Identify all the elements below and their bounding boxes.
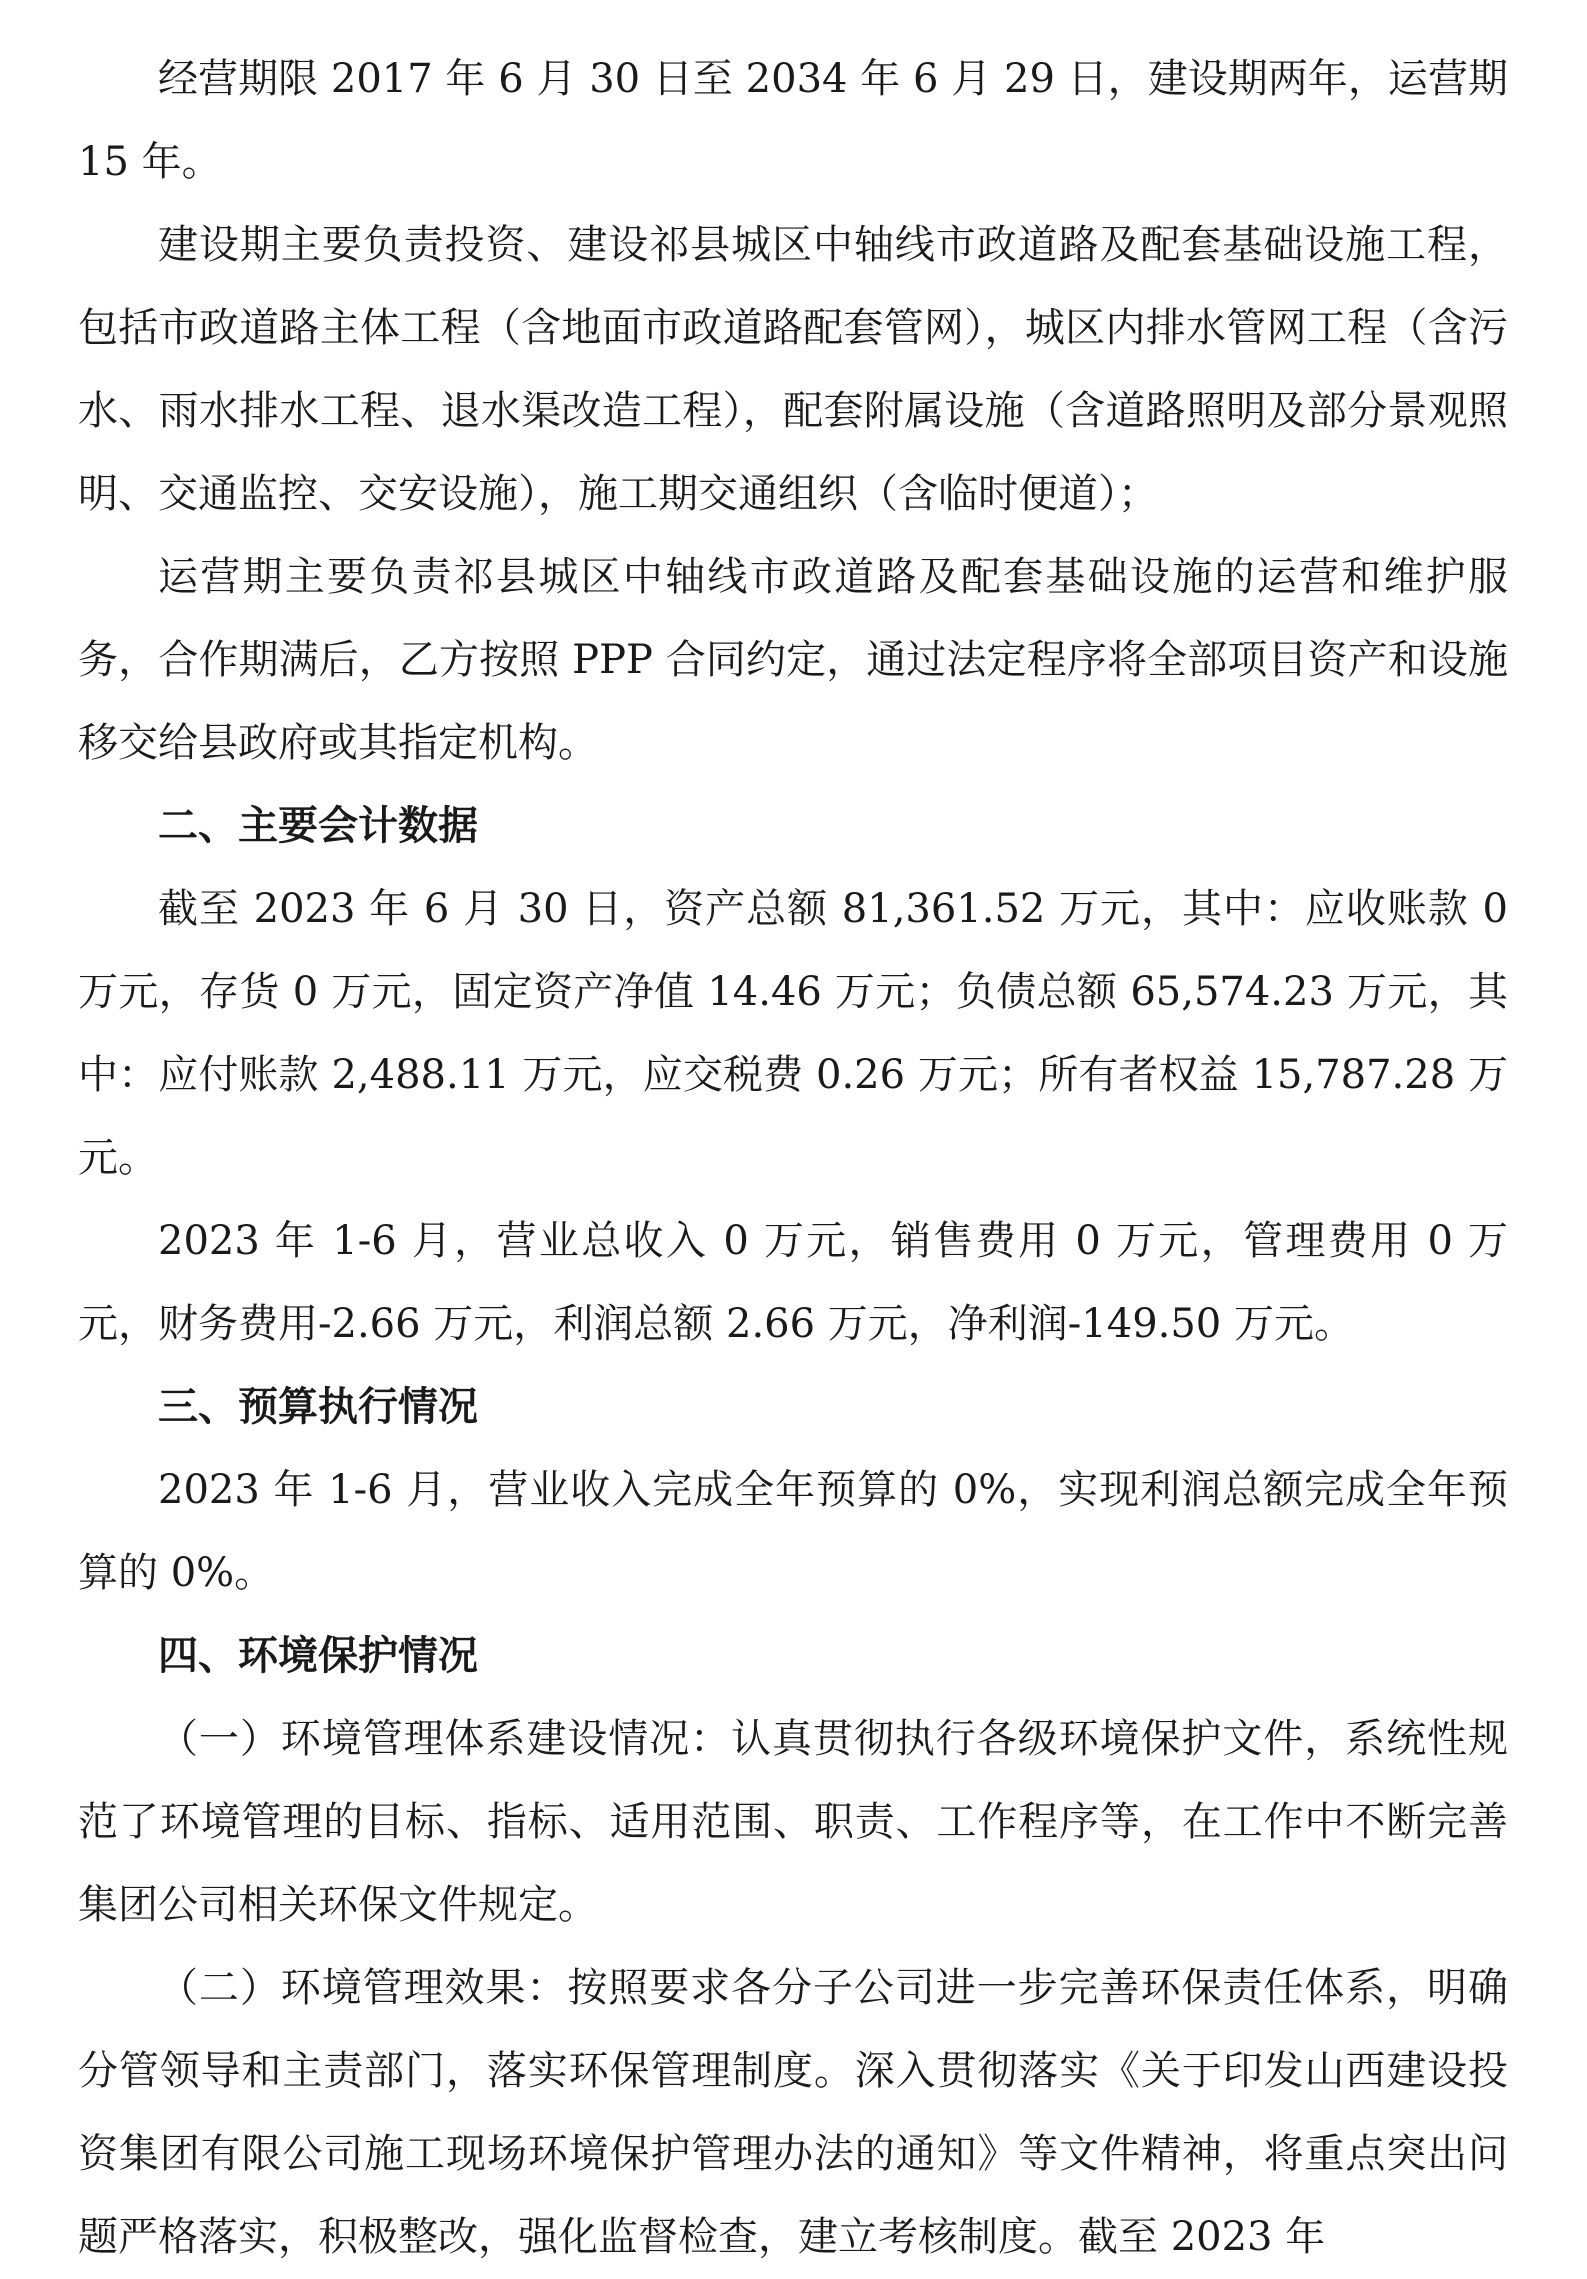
paragraph-environment-system: （一）环境管理体系建设情况：认真贯彻执行各级环境保护文件，系统性规范了环境管理的目标、指标、适用范围、职责、工作程序等，在工作中不断完善集团公司相关环保文件规定。 xyxy=(78,1716,1508,1928)
document-page xyxy=(78,38,1508,2279)
paragraph-income-statement: 2023 年 1-6 月，营业总收入 0 万元，销售费用 0 万元，管理费用 0 万元，财务费用-2.66 万元，利润总额 2.66 万元，净利润-149.50 万元。 xyxy=(78,1218,1508,1347)
heading-budget-execution: 三、预算执行情况 xyxy=(158,1384,478,1430)
heading-accounting-data: 二、主要会计数据 xyxy=(158,803,478,849)
paragraph-environment-effect: （二）环境管理效果：按照要求各分子公司进一步完善环保责任体系，明确分管领导和主责部门，落实环保管理制度。深入贯彻落实《关于印发山西建设投资集团有限公司施工现场环境保护管理办法的通知》等文件精神，将重点突出问题严格落实，积极整改，强化监督检查，建立考核制度。截至 2023 年 xyxy=(78,1965,1508,2260)
paragraph-construction-scope: 建设期主要负责投资、建设祁县城区中轴线市政道路及配套基础设施工程，包括市政道路主体工程（含地面市政道路配套管网），城区内排水管网工程（含污水、雨水排水工程、退水渠改造工程），配套附属设施（含道路照明及部分景观照明、交通监控、交安设施），施工期交通组织（含临时便道）； xyxy=(78,222,1508,517)
heading-environmental-protection: 四、环境保护情况 xyxy=(158,1633,478,1679)
paragraph-operation-period: 经营期限 2017 年 6 月 30 日至 2034 年 6 月 29 日，建设期两年，运营期 15 年。 xyxy=(78,56,1508,185)
paragraph-operation-scope: 运营期主要负责祁县城区中轴线市政道路及配套基础设施的运营和维护服务，合作期满后，乙方按照 PPP 合同约定，通过法定程序将全部项目资产和设施移交给县政府或其指定机构。 xyxy=(78,554,1508,766)
paragraph-balance-sheet: 截至 2023 年 6 月 30 日，资产总额 81,361.52 万元，其中：应收账款 0 万元，存货 0 万元，固定资产净值 14.46 万元；负债总额 65,574.23 万元，其中：应付账款 2,488.11 万元，应交税费 0.26 万元；所有者权益 15,787.28 万元。 xyxy=(78,886,1508,1181)
paragraph-budget-execution: 2023 年 1-6 月，营业收入完成全年预算的 0%，实现利润总额完成全年预算的 0%。 xyxy=(78,1467,1508,1596)
